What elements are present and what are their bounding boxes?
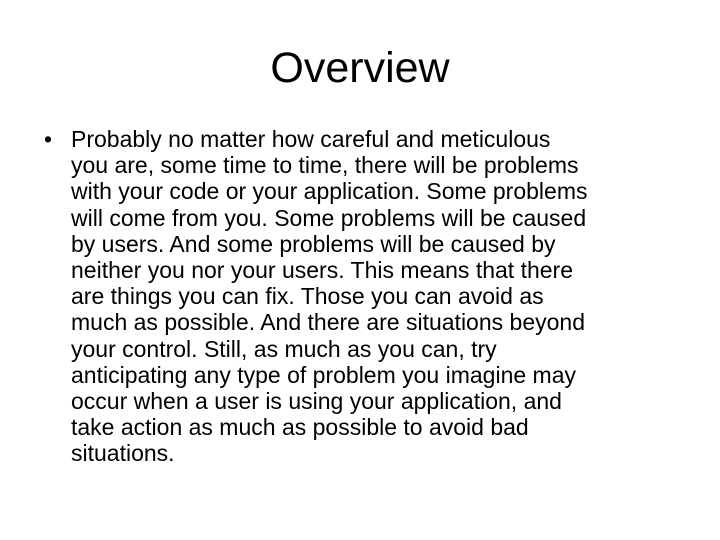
bullet-text-line: Probably no matter how careful and meticulous <box>71 126 551 152</box>
bullet-text-line: are things you can fix. Those you can avoid as <box>71 283 544 310</box>
slide-title: Overview <box>270 44 450 92</box>
bullet-text-line: with your code or your application. Some problems <box>71 178 588 205</box>
bullet-text-line: neither you nor your users. This means that there <box>71 257 574 284</box>
bullet-item <box>44 126 684 467</box>
bullet-text-line: take action as much as possible to avoid bad <box>71 414 529 441</box>
bullet-text-line: occur when a user is using your application, and <box>71 388 562 415</box>
bullet-text-line: will come from you. Some problems will be caused <box>71 204 587 231</box>
bullet-text-line: much as possible. And there are situations beyond <box>71 309 585 336</box>
bullet-list <box>44 126 684 467</box>
bullet-icon: • <box>44 126 53 152</box>
bullet-text-line: you are, some time to time, there will be problems <box>71 152 579 179</box>
bullet-text-line: by users. And some problems will be caused by <box>71 230 556 257</box>
bullet-text-line: anticipating any type of problem you imagine may <box>71 361 577 388</box>
bullet-text-line: your control. Still, as much as you can, try <box>71 335 497 362</box>
bullet-text-line: situations. <box>71 440 175 467</box>
